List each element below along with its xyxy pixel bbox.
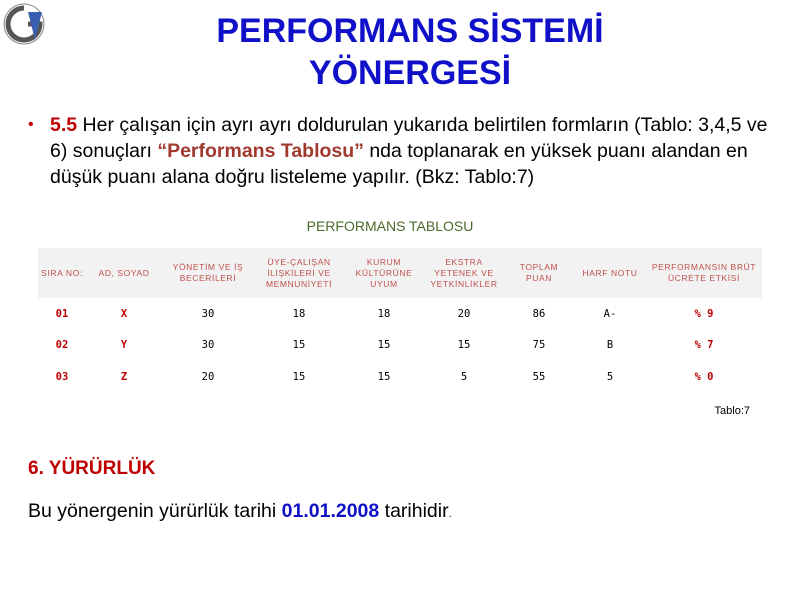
table-cell: % 0 bbox=[694, 370, 714, 383]
header-cell: YÖNETİM VE İŞ BECERİLERİ bbox=[162, 248, 254, 298]
table-cell: Y bbox=[120, 339, 128, 352]
table-cell: 18 bbox=[377, 307, 391, 320]
para-text-part2: nda toplanarak en yüksek puanı alandan en düşük puanı alana doğru listeleme yapılır. (Bkz: Tablo:7) bbox=[50, 140, 748, 188]
header-cell: AD, SOYAD bbox=[86, 248, 162, 298]
table-cell: 03 bbox=[55, 370, 69, 383]
paragraph-text bbox=[50, 112, 788, 190]
para-highlight: “Performans Tablosu” bbox=[157, 140, 364, 162]
final-dot: . bbox=[448, 508, 452, 520]
final-text-part1: Bu yönergenin yürürlük tarihi bbox=[28, 500, 282, 522]
header-cell: TOPLAM PUAN bbox=[504, 248, 574, 298]
table-row bbox=[38, 298, 762, 330]
header-cell: KURUM KÜLTÜRÜNE UYUM bbox=[344, 248, 424, 298]
header-cell: PERFORMANSIN BRÜT ÜCRETE ETKİSİ bbox=[646, 248, 762, 298]
table-cell: 15 bbox=[377, 370, 391, 383]
table-row bbox=[38, 361, 762, 393]
table-cell: 18 bbox=[292, 307, 306, 320]
table-cell: % 9 bbox=[694, 307, 714, 320]
table-cell: 15 bbox=[292, 370, 306, 383]
effective-date: 01.01.2008 bbox=[281, 500, 380, 522]
table-cell: 02 bbox=[55, 339, 69, 352]
performance-table bbox=[38, 248, 762, 393]
table-cell: 30 bbox=[201, 307, 215, 320]
table-cell: 15 bbox=[377, 339, 391, 352]
table-cell: 01 bbox=[55, 307, 69, 320]
table-cell: 55 bbox=[532, 370, 546, 383]
effective-date-sentence bbox=[28, 500, 452, 523]
table-cell: 5 bbox=[606, 370, 614, 383]
para-text-part1: Her çalışan için ayrı ayrı doldurulan yukarıda belirtilen formların (Tablo: 3,4,5 ve 6) sonuçları bbox=[50, 114, 768, 162]
header-cell: EKSTRA YETENEK VE YETKİNLİKLER bbox=[424, 248, 504, 298]
section-6-heading: 6. YÜRÜRLÜK bbox=[28, 458, 156, 479]
bullet-dot-icon: • bbox=[28, 116, 34, 133]
table-cell: 15 bbox=[457, 339, 471, 352]
organization-logo bbox=[2, 2, 46, 46]
slide-title bbox=[100, 10, 720, 94]
table-cell: X bbox=[120, 307, 128, 320]
title-line-2: YÖNERGESİ bbox=[308, 54, 512, 92]
table-cell: A- bbox=[603, 307, 617, 320]
section-number: 5.5 bbox=[50, 114, 78, 136]
table-header-row bbox=[38, 248, 762, 298]
table-cell: % 7 bbox=[694, 339, 714, 352]
final-text-part2: tarihidir bbox=[379, 500, 449, 522]
table-title: PERFORMANS TABLOSU bbox=[306, 218, 474, 234]
header-cell: HARF NOTU bbox=[574, 248, 646, 298]
table-cell: 20 bbox=[201, 370, 215, 383]
table-cell: 15 bbox=[292, 339, 306, 352]
table-cell: 86 bbox=[532, 307, 546, 320]
table-row bbox=[38, 330, 762, 362]
header-cell: SIRA NO: bbox=[38, 248, 86, 298]
header-cell: ÜYE-ÇALIŞAN İLİŞKİLERİ VE MEMNUNİYETİ bbox=[254, 248, 344, 298]
table-cell: Z bbox=[120, 370, 128, 383]
title-line-1: PERFORMANS SİSTEMİ bbox=[216, 12, 604, 50]
table-cell: 20 bbox=[457, 307, 471, 320]
bullet-paragraph bbox=[28, 112, 788, 190]
table-cell: 30 bbox=[201, 339, 215, 352]
table-caption: Tablo:7 bbox=[714, 405, 750, 417]
table-cell: 75 bbox=[532, 339, 546, 352]
table-cell: 5 bbox=[460, 370, 468, 383]
table-cell: B bbox=[606, 339, 614, 352]
